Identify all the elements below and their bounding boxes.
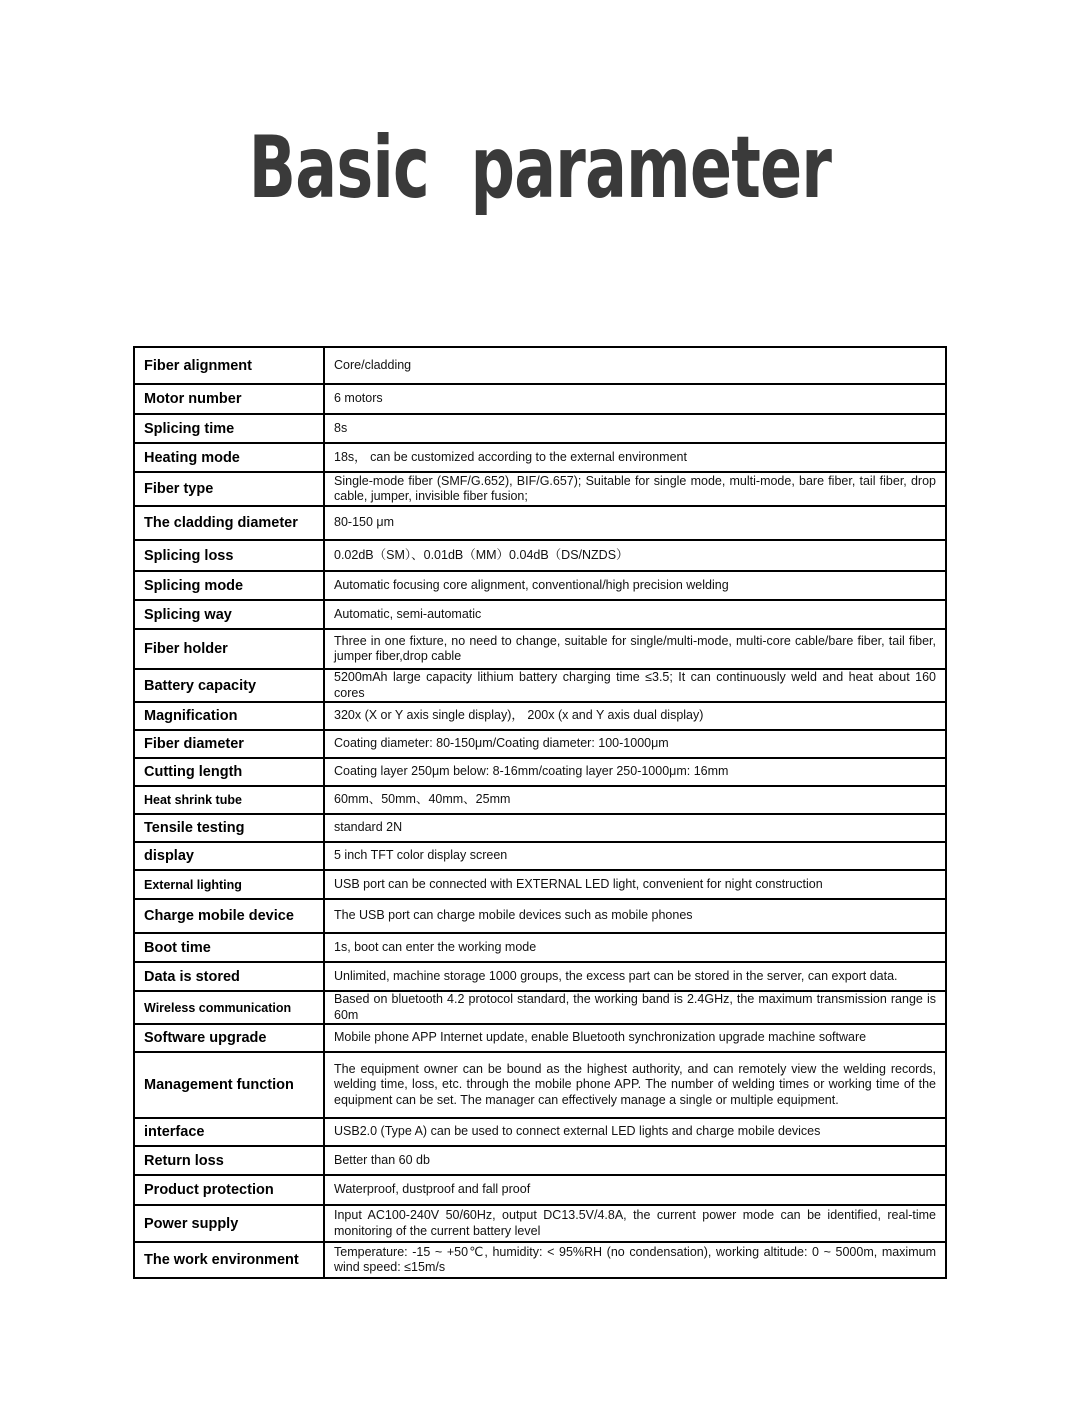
- table-row: [134, 1052, 946, 1118]
- row-value: 60mm、50mm、40mm、25mm: [324, 786, 946, 814]
- table-row: [134, 899, 946, 933]
- table-row: [134, 1146, 946, 1175]
- row-value: Better than 60 db: [324, 1146, 946, 1175]
- row-label: Motor number: [134, 384, 324, 414]
- row-value: Three in one fixture, no need to change, suitable for single/multi-mode, multi-core cable/bare fiber, tail fiber, jumper fiber,drop cable: [324, 629, 946, 669]
- row-label: Fiber type: [134, 472, 324, 506]
- table-row: [134, 730, 946, 758]
- row-label: Boot time: [134, 933, 324, 962]
- table-row: [134, 384, 946, 414]
- table-row: [134, 540, 946, 571]
- row-value: 0.02dB（SM）、0.01dB（MM）0.04dB（DS/NZDS）: [324, 540, 946, 571]
- table-row: [134, 600, 946, 629]
- table-row: [134, 1118, 946, 1146]
- table-row: [134, 870, 946, 899]
- row-label: Magnification: [134, 702, 324, 730]
- row-value: Coating layer 250μm below: 8-16mm/coating layer 250-1000μm: 16mm: [324, 758, 946, 786]
- row-label: Wireless communication: [134, 991, 324, 1024]
- table-row: [134, 933, 946, 962]
- row-label: Heat shrink tube: [134, 786, 324, 814]
- table-row: [134, 1024, 946, 1052]
- row-label: Splicing time: [134, 414, 324, 443]
- row-value: USB2.0 (Type A) can be used to connect external LED lights and charge mobile devices: [324, 1118, 946, 1146]
- table-row: [134, 991, 946, 1024]
- row-label: The work environment: [134, 1242, 324, 1278]
- row-value: Based on bluetooth 4.2 protocol standard, the working band is 2.4GHz, the maximum transmission range is 60m: [324, 991, 946, 1024]
- row-value: 1s, boot can enter the working mode: [324, 933, 946, 962]
- row-label: Software upgrade: [134, 1024, 324, 1052]
- spec-table: [133, 346, 947, 1279]
- row-value: Single-mode fiber (SMF/G.652), BIF/G.657); Suitable for single mode, multi-mode, bare fiber, tail fiber, drop cable, jumper, invisible fiber fusion;: [324, 472, 946, 506]
- table-row: [134, 571, 946, 600]
- table-row: [134, 1242, 946, 1278]
- table-row: [134, 472, 946, 506]
- row-value: Unlimited, machine storage 1000 groups, the excess part can be stored in the server, can export data.: [324, 962, 946, 991]
- row-value: 320x (X or Y axis single display)， 200x (x and Y axis dual display): [324, 702, 946, 730]
- table-row: [134, 347, 946, 384]
- row-label: Management function: [134, 1052, 324, 1118]
- row-value: Coating diameter: 80-150μm/Coating diameter: 100-1000μm: [324, 730, 946, 758]
- row-value: The equipment owner can be bound as the highest authority, and can remotely view the welding records, welding time, loss, etc. through the mobile phone APP. The number of welding times or working time of the equipment can be set. The manager can effectively manage a single or multiple equipment.: [324, 1052, 946, 1118]
- row-value: 5 inch TFT color display screen: [324, 842, 946, 870]
- row-label: Fiber alignment: [134, 347, 324, 384]
- row-value: Input AC100-240V 50/60Hz, output DC13.5V/4.8A, the current power mode can be identified, real-time monitoring of the current battery level: [324, 1205, 946, 1242]
- row-value: The USB port can charge mobile devices such as mobile phones: [324, 899, 946, 933]
- row-label: Fiber diameter: [134, 730, 324, 758]
- table-row: [134, 669, 946, 702]
- row-label: Charge mobile device: [134, 899, 324, 933]
- row-value: standard 2N: [324, 814, 946, 842]
- row-value: Automatic focusing core alignment, conventional/high precision welding: [324, 571, 946, 600]
- table-row: [134, 443, 946, 472]
- row-label: Fiber holder: [134, 629, 324, 669]
- row-label: Battery capacity: [134, 669, 324, 702]
- table-row: [134, 814, 946, 842]
- row-label: Splicing way: [134, 600, 324, 629]
- row-value: 18s， can be customized according to the external environment: [324, 443, 946, 472]
- row-label: The cladding diameter: [134, 506, 324, 540]
- row-label: Product protection: [134, 1175, 324, 1205]
- row-label: Heating mode: [134, 443, 324, 472]
- table-row: [134, 629, 946, 669]
- row-value: Waterproof, dustproof and fall proof: [324, 1175, 946, 1205]
- row-value: Temperature: -15 ~ +50℃, humidity: < 95%RH (no condensation), working altitude: 0 ~ 5000m, maximum wind speed: ≤15m/s: [324, 1242, 946, 1278]
- table-row: [134, 842, 946, 870]
- row-value: 5200mAh large capacity lithium battery charging time ≤3.5; It can continuously weld and heat about 160 cores: [324, 669, 946, 702]
- row-label: interface: [134, 1118, 324, 1146]
- row-label: Return loss: [134, 1146, 324, 1175]
- row-label: Tensile testing: [134, 814, 324, 842]
- row-label: Splicing loss: [134, 540, 324, 571]
- table-row: [134, 758, 946, 786]
- page-title: Basic parameter: [248, 118, 832, 218]
- row-value: 80-150 μm: [324, 506, 946, 540]
- row-label: External lighting: [134, 870, 324, 899]
- row-value: USB port can be connected with EXTERNAL LED light, convenient for night construction: [324, 870, 946, 899]
- table-row: [134, 506, 946, 540]
- row-label: Data is stored: [134, 962, 324, 991]
- row-value: 6 motors: [324, 384, 946, 414]
- table-row: [134, 962, 946, 991]
- table-row: [134, 414, 946, 443]
- row-label: Cutting length: [134, 758, 324, 786]
- table-row: [134, 1205, 946, 1242]
- table-row: [134, 1175, 946, 1205]
- row-value: Core/cladding: [324, 347, 946, 384]
- table-row: [134, 702, 946, 730]
- row-label: Splicing mode: [134, 571, 324, 600]
- row-value: Automatic, semi-automatic: [324, 600, 946, 629]
- table-row: [134, 786, 946, 814]
- row-label: Power supply: [134, 1205, 324, 1242]
- row-label: display: [134, 842, 324, 870]
- row-value: Mobile phone APP Internet update, enable Bluetooth synchronization upgrade machine software: [324, 1024, 946, 1052]
- row-value: 8s: [324, 414, 946, 443]
